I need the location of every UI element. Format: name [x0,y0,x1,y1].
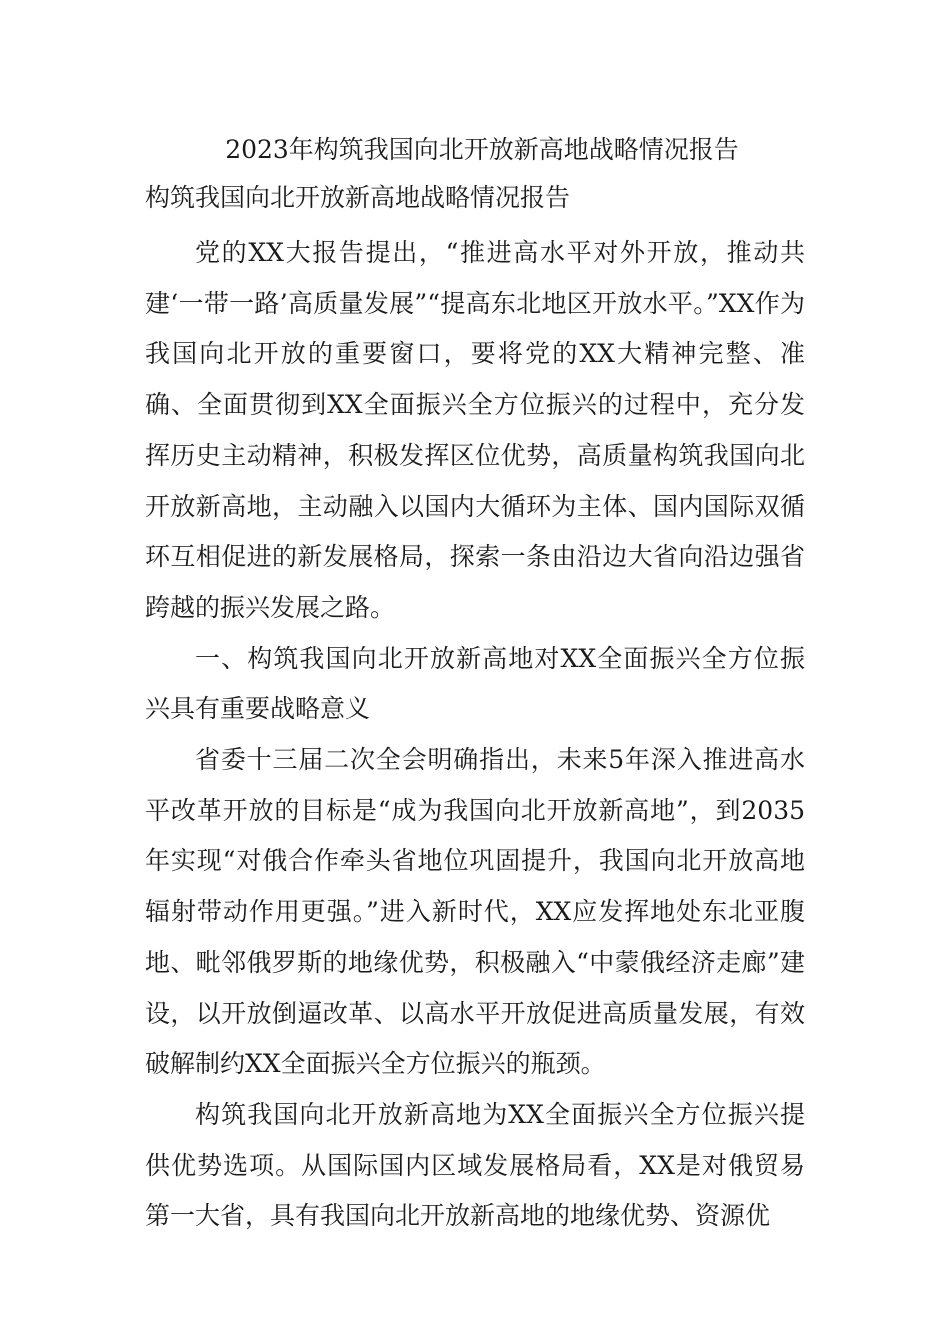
document-page [145,128,805,1242]
paragraph-advantage: 构筑我国向北开放新高地为XX全面振兴全方位振兴提供优势选项。从国际国内区域发展格局看，XX是对俄贸易第一大省，具有我国向北开放新高地的地缘优势、资源优 [145,1099,805,1231]
paragraph-intro: 党的XX大报告提出，“推进高水平对外开放，推动共建‘一带一路’高质量发展”“提高东北地区开放水平。”XX作为我国向北开放的重要窗口，要将党的XX大精神完整、准确、全面贯彻到XX全面振兴全方位振兴的过程中，充分发挥历史主动精神，积极发挥区位优势，高质量构筑我国向北开放新高地，主动融入以国内大循环为主体、国内国际双循环互相促进的新发展格局，探索一条由沿边大省向沿边强省跨越的振兴发展之路。 [145,238,805,622]
paragraph-provincial-goal: 省委十三届二次全会明确指出，未来5年深入推进高水平改革开放的目标是“成为我国向北开放新高地”，到2035年实现“对俄合作牵头省地位巩固提升，我国向北开放高地辐射带动作用更强。”进入新时代，XX应发挥地处东北亚腹地、毗邻俄罗斯的地缘优势，积极融入“中蒙俄经济走廊”建设，以开放倒逼改革、以高水平开放促进高质量发展，有效破解制约XX全面振兴全方位振兴的瓶颈。 [145,745,805,1079]
document-subtitle: 构筑我国向北开放新高地战略情况报告 [145,183,571,212]
section-heading-1: 一、构筑我国向北开放新高地对XX全面振兴全方位振兴具有重要战略意义 [145,643,805,724]
document-title: 2023年构筑我国向北开放新高地战略情况报告 [225,135,739,164]
